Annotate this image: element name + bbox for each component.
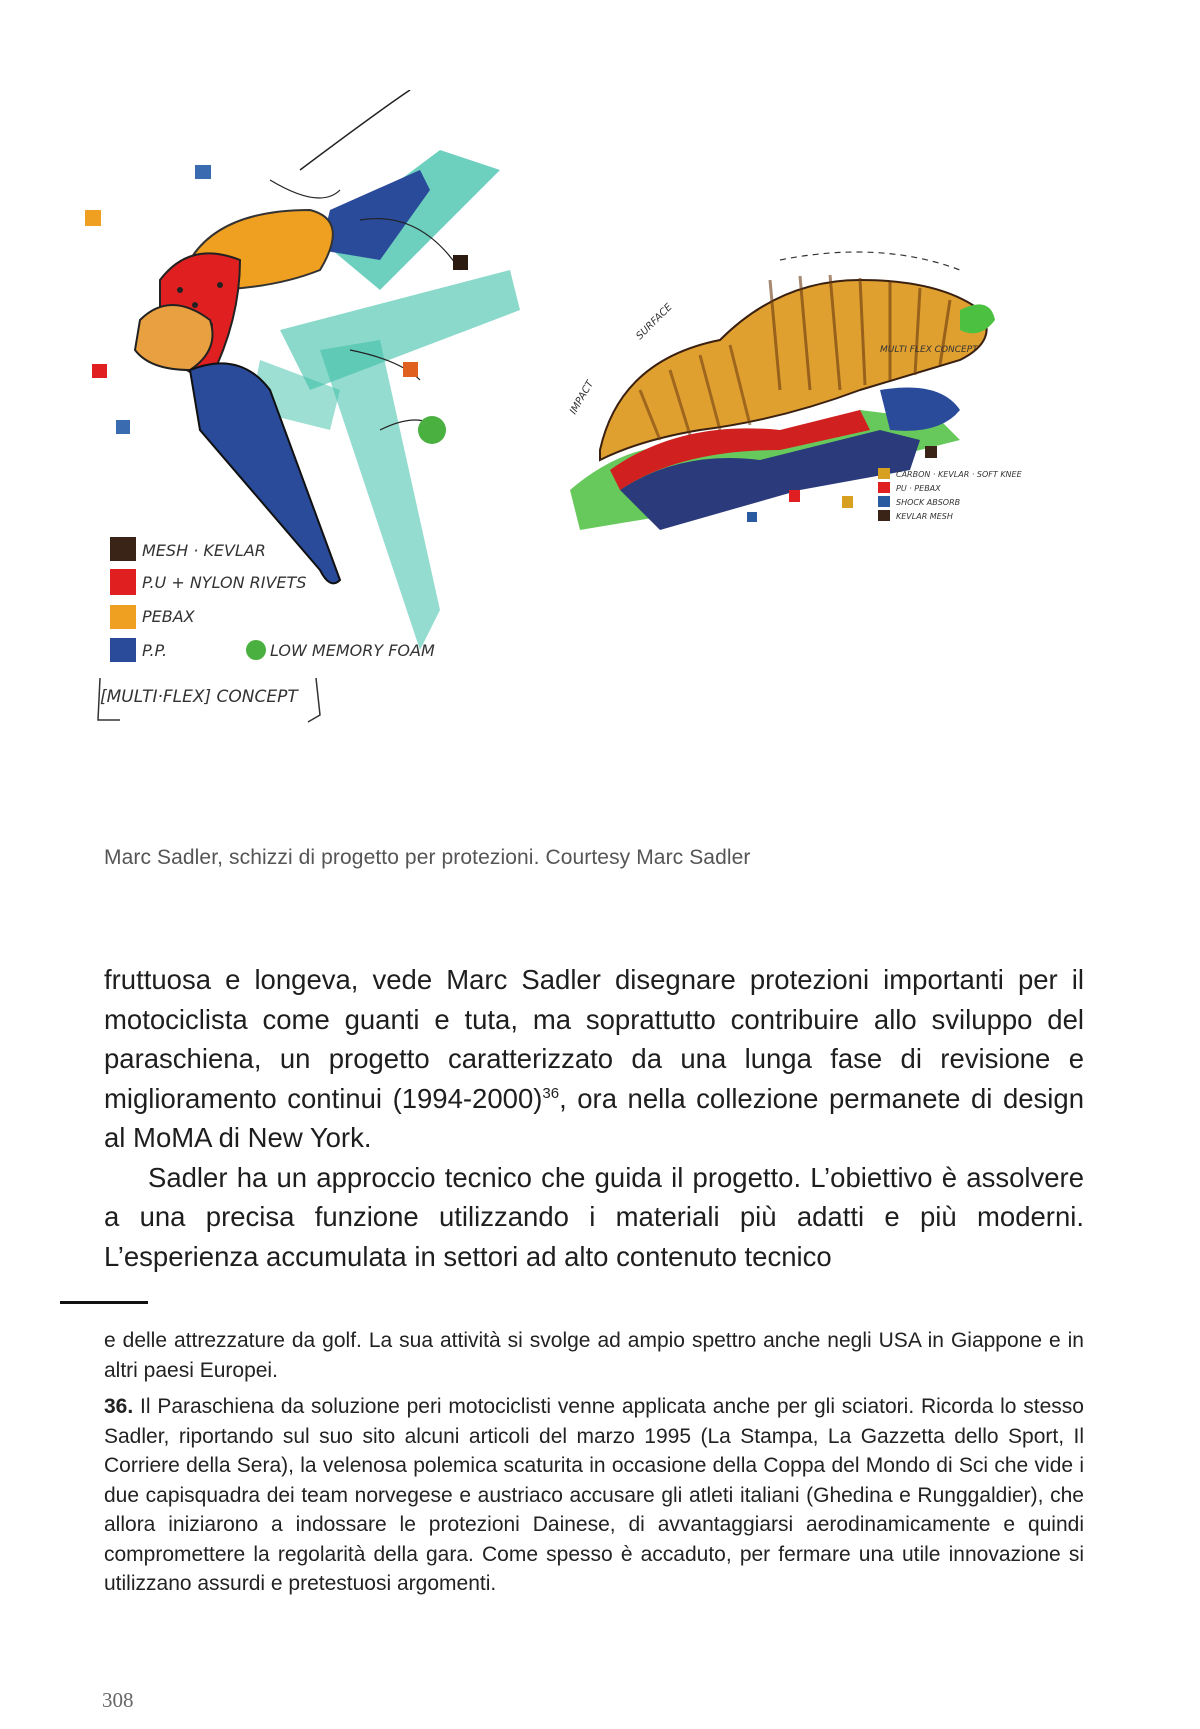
sketch-illustration <box>80 90 1160 810</box>
footnote-text: Il Paraschiena da soluzione peri motociclisti venne applicata anche per gli sciatori. Ricorda lo stesso Sadler, riportando sul suo sito alcuni articoli del marzo 1995 (La Stampa, La Gazzetta dello Sport, Il Corriere della Sera), la velenosa polemica scaturita in occasione della Coppa del Mondo di Sci che vide i due capisquadra dei team norvegese e austriaco accusare gli atleti italiani (Ghedina e Runggaldier), che allora iniziarono a indossare le protezioni Dainese, di avvantaggiarsi aerodinamicamente e quindi compromettere la regolarità della gara. Come spesso è accaduto, per fermare una utile innovazione si utilizzano assurdi e pretestuosi argomenti. <box>104 1395 1084 1595</box>
legend-label: P.P. <box>142 641 168 660</box>
page-number: 308 <box>102 1688 134 1712</box>
right-sketch <box>568 252 1023 530</box>
legend-label: KEVLAR MESH <box>896 512 953 521</box>
body-text <box>104 960 1084 1276</box>
legend-label: PU · PEBAX <box>896 484 941 493</box>
footnote-36 <box>104 1392 1084 1599</box>
annotation: IMPACT <box>568 378 597 417</box>
legend-label: SHOCK ABSORB <box>896 498 961 507</box>
paragraph-text: fruttuosa e longeva, vede Marc Sadler disegnare protezioni importanti per il motociclista come guanti e tuta, ma soprattutto contribuire allo sviluppo del paraschiena, un progetto caratterizzato da una lunga fase di revisione e miglioramento continui (1994-2000) <box>104 964 1084 1114</box>
footnote-rule <box>60 1301 148 1304</box>
footnote-ref[interactable]: 36 <box>542 1084 560 1102</box>
legend-label: MESH · KEVLAR <box>142 541 266 560</box>
concept-label: [MULTI·FLEX] CONCEPT <box>100 687 298 707</box>
foam-label: LOW MEMORY FOAM <box>270 641 435 660</box>
left-sketch <box>85 90 520 722</box>
annotation: MULTI FLEX CONCEPT <box>880 345 978 355</box>
footnote-continuation: e delle attrezzature da golf. La sua attività si svolge ad ampio spettro anche negli USA in Giappone e in altri paesi Europei. <box>104 1329 1084 1382</box>
legend-label: PEBAX <box>142 607 195 626</box>
paragraph: Sadler ha un approccio tecnico che guida il progetto. L’obiettivo è assolvere a una precisa funzione utilizzando i materiali più adatti e più moderni. L’esperienza accumulata in settori ad alto contenuto tecnico <box>104 1161 1084 1272</box>
footnotes <box>104 1326 1084 1606</box>
paragraph <box>104 960 1084 1158</box>
figure-caption: Marc Sadler, schizzi di progetto per protezioni. Courtesy Marc Sadler <box>104 846 751 869</box>
paragraph-text: , ora nella collezione permanete di design al MoMA di New York. <box>104 1082 1084 1153</box>
footnote-number: 36. <box>104 1395 134 1418</box>
legend-label: P.U + NYLON RIVETS <box>142 573 307 592</box>
sketch-figure <box>80 90 1160 810</box>
annotation: SURFACE <box>634 301 675 343</box>
legend-label: CARBON · KEVLAR · SOFT KNEE <box>896 470 1022 479</box>
